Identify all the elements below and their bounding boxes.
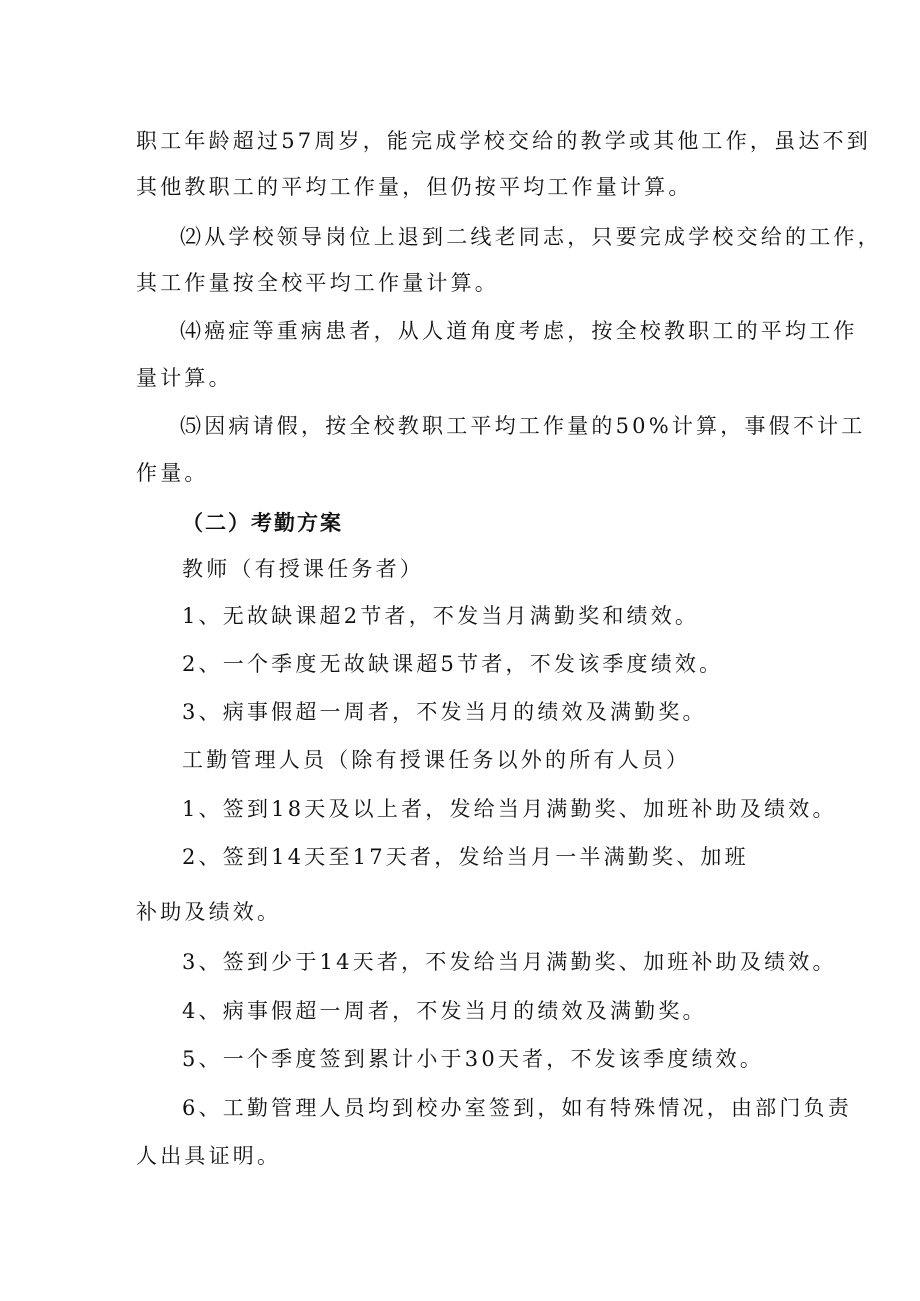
list-item: 1、签到18天及以上者，发给当月满勤奖、加班补助及绩效。 bbox=[182, 797, 837, 821]
paragraph-line: 其工作量按全校平均工作量计算。 bbox=[136, 271, 499, 295]
paragraph-line: ⑵从学校领导岗位上退到二线老同志，只要完成学校交给的工作， bbox=[180, 225, 882, 249]
list-item: 4、病事假超一周者，不发当月的绩效及满勤奖。 bbox=[182, 999, 707, 1023]
list-item: 2、签到14天至17天者，发给当月一半满勤奖、加班 bbox=[182, 845, 749, 869]
paragraph-line: 作量。 bbox=[136, 461, 209, 485]
list-item: 3、签到少于14天者，不发给当月满勤奖、加班补助及绩效。 bbox=[182, 950, 837, 974]
subsection-title: 教师（有授课任务者） bbox=[182, 557, 424, 581]
paragraph-line: 人出具证明。 bbox=[136, 1144, 282, 1168]
paragraph-line: ⑷癌症等重病患者，从人道角度考虑，按全校教职工的平均工作 bbox=[180, 319, 858, 343]
list-item: 5、一个季度签到累计小于30天者，不发该季度绩效。 bbox=[182, 1047, 765, 1071]
subsection-title: 工勤管理人员（除有授课任务以外的所有人员） bbox=[182, 748, 691, 772]
paragraph-line: ⑸因病请假，按全校教职工平均工作量的50%计算，事假不计工 bbox=[180, 414, 866, 438]
list-item: 3、病事假超一周者，不发当月的绩效及满勤奖。 bbox=[182, 700, 707, 724]
paragraph-line: 量计算。 bbox=[136, 366, 233, 390]
list-item: 1、无故缺课超2节者，不发当月满勤奖和绩效。 bbox=[182, 604, 700, 628]
paragraph-line: 其他教职工的平均工作量，但仍按平均工作量计算。 bbox=[136, 175, 693, 199]
list-item: 6、工勤管理人员均到校办室签到，如有特殊情况，由部门负责 bbox=[182, 1096, 852, 1120]
paragraph-line: 职工年龄超过57周岁，能完成学校交给的教学或其他工作，虽达不到 bbox=[136, 129, 871, 153]
section-heading: （二）考勤方案 bbox=[182, 510, 343, 535]
paragraph-line: 补助及绩效。 bbox=[136, 900, 282, 924]
list-item: 2、一个季度无故缺课超5节者，不发该季度绩效。 bbox=[182, 652, 724, 676]
